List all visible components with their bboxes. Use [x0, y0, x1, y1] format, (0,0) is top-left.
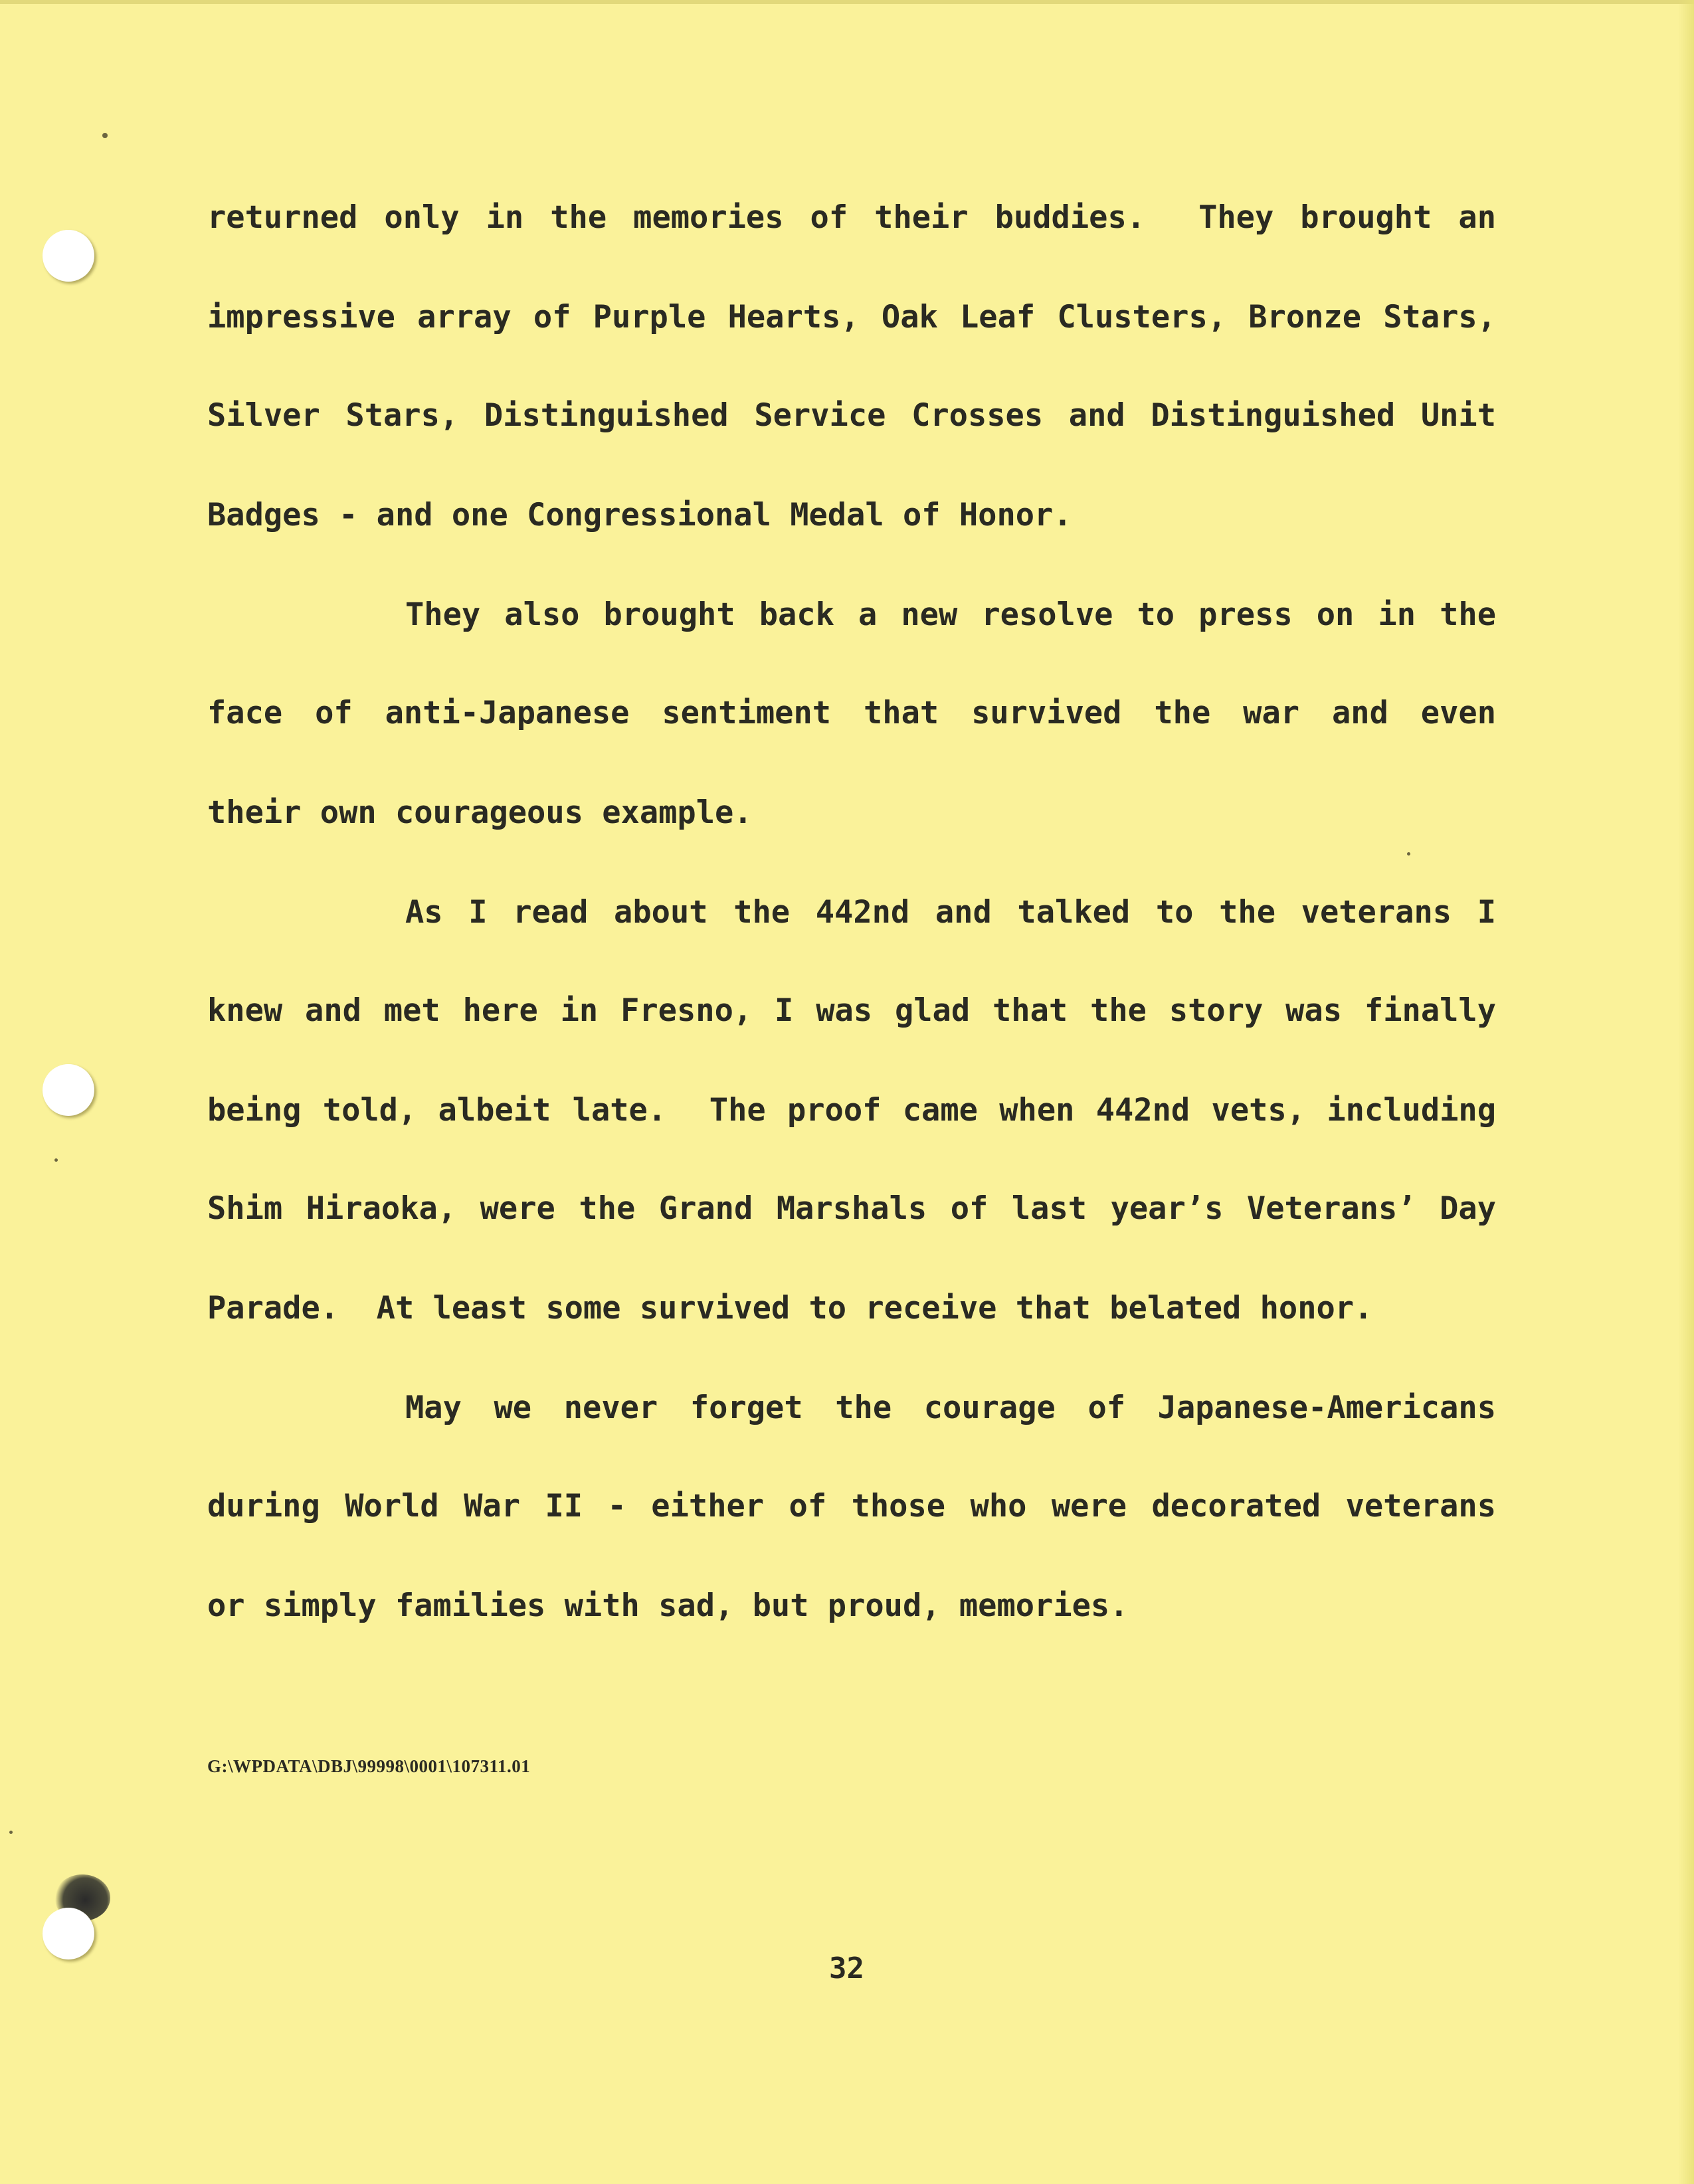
page-number: 32: [829, 1952, 864, 1985]
text-line: May we never forget the courage of Japanese-Americans: [405, 1390, 1496, 1426]
paper-top-edge: [0, 0, 1694, 4]
punch-hole-top: [43, 230, 94, 282]
text-line: As I read about the 442nd and talked to the veterans I: [405, 894, 1496, 931]
text-line: They also brought back a new resolve to press on in the: [405, 596, 1496, 633]
file-path-footer: G:\WPDATA\DBJ\99998\0001\107311.01: [207, 1756, 531, 1776]
paper-speck: [102, 133, 108, 138]
paper-right-edge: [1678, 0, 1694, 2184]
text-line: their own courageous example.: [207, 794, 753, 831]
text-line: or simply families with sad, but proud, memories.: [207, 1588, 1129, 1624]
text-line: face of anti-Japanese sentiment that survived the war and even: [207, 695, 1496, 731]
text-line: during World War II - either of those who were decorated veterans: [207, 1488, 1496, 1524]
text-line: returned only in the memories of their buddies. They brought an: [207, 199, 1496, 236]
text-line: being told, albeit late. The proof came when 442nd vets, including: [207, 1092, 1496, 1129]
text-line: impressive array of Purple Hearts, Oak Leaf Clusters, Bronze Stars,: [207, 299, 1496, 335]
text-line: Badges - and one Congressional Medal of Honor.: [207, 497, 1072, 533]
text-line: knew and met here in Fresno, I was glad that the story was finally: [207, 992, 1496, 1029]
punch-hole-bottom: [43, 1908, 94, 1959]
paper-speck: [1407, 852, 1410, 856]
paper-speck: [54, 1158, 58, 1162]
paper-speck: [9, 1831, 13, 1834]
text-line: Shim Hiraoka, were the Grand Marshals of last year’s Veterans’ Day: [207, 1190, 1496, 1227]
text-line: Silver Stars, Distinguished Service Crosses and Distinguished Unit: [207, 397, 1496, 434]
punch-hole-middle: [43, 1064, 94, 1116]
text-line: Parade. At least some survived to receive that belated honor.: [207, 1290, 1373, 1326]
